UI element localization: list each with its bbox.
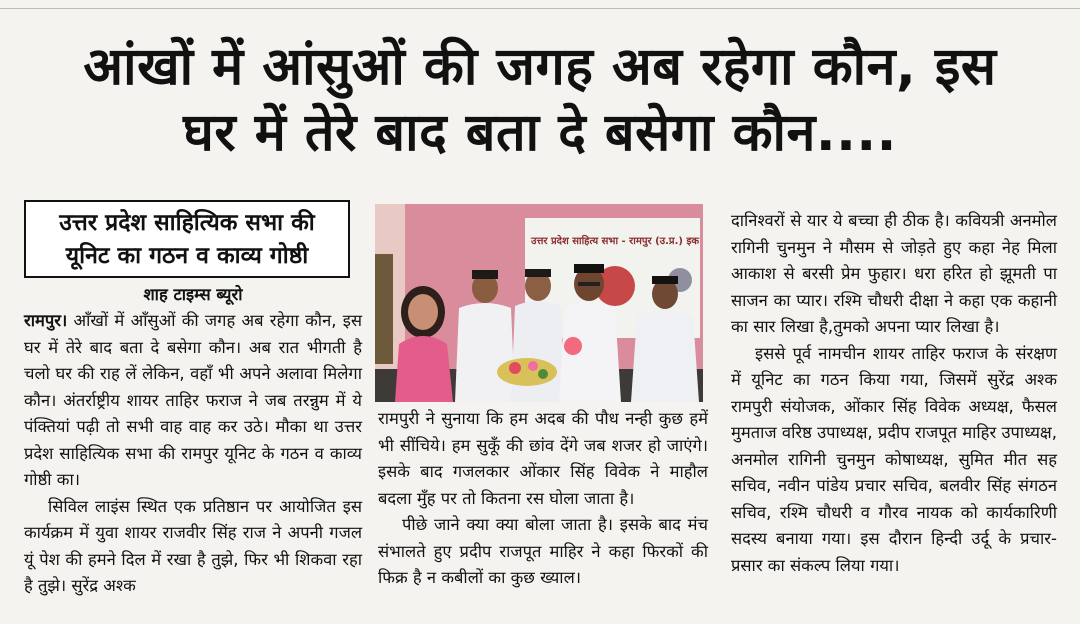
event-photo xyxy=(375,204,703,402)
article-paragraph: इससे पूर्व नामचीन शायर ताहिर फराज के संरक्षण में यूनिट का गठन किया गया, जिसमें सुरेंद्र अश्क रामपुरी संयोजक, ओंकार सिंह विवेक अध्यक्ष, फैसल मुमताज वरिष्ठ उपाध्यक्ष, प्रदीप राजपूत माहिर उपाध्यक्ष, अनमोल रागिनी चुनमुन कोषाध्यक्ष, सुमित मीत सह सचिव, नवीन पांडेय प्रचार सचिव, बलवीर सिंह संगठन सचिव, रश्मि चौधरी व गौरव नायक को कार्यकारिणी सदस्य बनाया गया। इस दौरान हिन्दी उर्दू के प्रचार- प्रसार का संकल्प लिया गया। xyxy=(731,343,1057,575)
article-column-3 xyxy=(731,208,1057,579)
subheading-line-1: उत्तर प्रदेश साहित्यिक सभा की xyxy=(59,210,315,236)
banner-text: उत्तर प्रदेश साहित्य सभा - रामपुर (उ.प्र.) इक xyxy=(531,236,700,247)
article-column-2 xyxy=(378,406,708,592)
article-column-1 xyxy=(24,308,362,600)
article-paragraph: रामपुरी ने सुनाया कि हम अदब की पौध नन्ही कुछ हमें भी सींचिये। हम सुकूँ की छांव देंगे जब शजर हो जाएंगे। इसके बाद गजलकार ओंकार सिंह विवेक ने माहौल बदला मुँह पर तो कितना रस घोला जाता है। xyxy=(378,409,708,508)
article-paragraph: पीछे जाने क्या क्या बोला जाता है। इसके बाद मंच संभालते हुए प्रदीप राजपूत माहिर ने कहा फिरकों की फिक्र है न कबीलों का कुछ ख्याल। xyxy=(378,515,708,587)
headline-line-2: घर में तेरे बाद बता दे बसेगा कौन.... xyxy=(183,103,897,163)
subheading-line-2: यूनिट का गठन व काव्य गोष्ठी xyxy=(65,243,309,269)
article-paragraph: सिविल लाइंस स्थित एक प्रतिष्ठान पर आयोजित इस कार्यक्रम में युवा शायर राजवीर सिंह राज ने अपनी गजल यूं पेश की हमने दिल में रखा है तुझे, फिर भी शिकवा रहा है तुझे। सुरेंद्र अश्क xyxy=(24,496,362,595)
top-page-strip xyxy=(0,0,1080,9)
subheading-box xyxy=(24,200,350,278)
paragraph-text: आँखों में आँसुओं की जगह अब रहेगा कौन, इस घर में तेरे बाद बता दे बसेगा कौन। अब रात भीगती है चलो घर की राह लें लेकिन, वहाँ भी अपने अलावा मिलेगा कौन। अंतर्राष्ट्रीय शायर ताहिर फराज ने जब तरन्नुम में ये पंक्तियां पढ़ी तो सभी वाह वाह कर उठे। मौका था उत्तर प्रदेश साहित्यिक सभा की रामपुर यूनिट के गठन व काव्य गोष्ठी का। xyxy=(24,311,362,489)
article-paragraph xyxy=(24,308,362,494)
byline: शाह टाइम्स ब्यूरो xyxy=(143,285,243,304)
headline-line-1: आंखों में आंसुओं की जगह अब रहेगा कौन, इस xyxy=(83,37,997,97)
article-paragraph: दानिश्वरों से यार ये बच्चा ही ठीक है। कवियत्री अनमोल रागिनी चुनमुन ने मौसम से जोड़ते हुए कहा नेह मिला आकाश से बरसी प्रेम फुहार। धरा हरित हो झूमती पा साजन का प्यार। रश्मि चौधरी दीक्षा ने कहा एक कहानी का सार लिखा है,तुमको अपना प्यार लिखा है। xyxy=(731,211,1057,336)
headline xyxy=(0,34,1080,166)
dateline-place: रामपुर। xyxy=(24,311,68,330)
event-photo-illustration xyxy=(375,204,703,402)
